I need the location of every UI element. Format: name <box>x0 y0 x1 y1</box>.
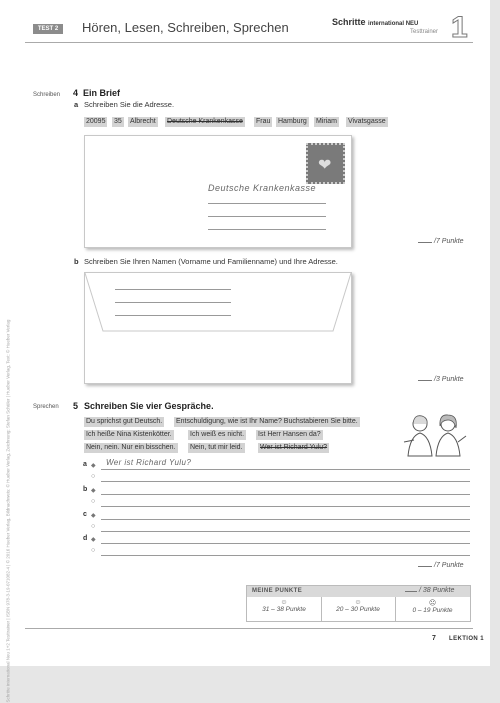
speaker-a-icon: ◆ <box>91 537 96 543</box>
task-letter: b <box>74 257 79 266</box>
word-chip: 20095 <box>86 118 106 125</box>
brand-name: Schritte <box>332 17 366 27</box>
section-number: 4 <box>73 88 79 98</box>
points-field[interactable] <box>418 376 464 383</box>
sender-line <box>115 289 231 290</box>
score-header <box>247 586 470 597</box>
phrase-chip: Nein, tut mir leid. <box>190 444 243 451</box>
section-category: Schreiben <box>33 92 61 98</box>
header-divider <box>25 42 473 43</box>
sender-line <box>115 302 231 303</box>
speaker-a-icon: ◆ <box>91 463 96 469</box>
score-total-field[interactable] <box>405 587 454 594</box>
example-answer: Wer ist Richard Yulu? <box>106 458 192 467</box>
brand-subtitle: Testtrainer <box>410 29 439 35</box>
word-chip: Miriam <box>316 118 337 125</box>
speaker-b-icon: ○ <box>91 498 96 505</box>
word-chip: 35 <box>114 118 122 125</box>
score-band <box>321 597 396 621</box>
answer-line[interactable] <box>101 555 470 556</box>
section-category: Sprechen <box>33 404 59 410</box>
sad-face-icon: ☹ <box>428 600 437 607</box>
stamp-heart-icon: ❤ <box>318 157 332 174</box>
envelope-front <box>84 135 352 248</box>
word-chip: Frau <box>256 118 271 125</box>
answer-line[interactable] <box>101 469 470 470</box>
answer-line[interactable] <box>101 519 470 520</box>
dialog-letter: c <box>83 511 87 518</box>
word-bank <box>84 117 404 127</box>
word-chip: Hamburg <box>278 118 307 125</box>
points-field[interactable] <box>418 562 464 569</box>
happy-face-icon: ☺ <box>280 599 288 606</box>
task-instruction: Schreiben Sie die Adresse. <box>84 100 175 109</box>
brand-suffix: international NEU <box>368 21 419 27</box>
page-number: 7 <box>432 635 436 642</box>
points-label: /7 Punkte <box>434 238 464 245</box>
speaker-b-icon: ○ <box>91 523 96 530</box>
answer-line[interactable] <box>101 506 470 507</box>
task-instruction: Schreiben Sie Ihren Namen (Vorname und Familienname) und Ihre Adresse. <box>84 257 338 266</box>
copyright-note: Schritte international Neu 1+2 Testtrainer | ISBN 978-3-19-071082-4 | © 2016 Hueber Verlag, Bildnachweis: © Hueber Verlag, Zeichnung: Stefan Schüler | Hueber Verlag, Text: © Hueber Verlag <box>5 319 11 703</box>
score-total: / 38 Punkte <box>418 587 455 594</box>
phrase-chip: Ich heiße Nina Kistenkötter. <box>86 431 172 438</box>
phrase-chip: Entschuldigung, wie ist Ihr Name? Buchstabieren Sie bitte. <box>176 418 358 425</box>
word-chip-used: Deutsche Krankenkasse <box>167 118 243 125</box>
word-chip: Vivatsgasse <box>348 118 386 125</box>
phrase-row <box>84 417 394 427</box>
answer-line[interactable] <box>101 543 470 544</box>
section-title: Ein Brief <box>83 88 121 98</box>
answer-line[interactable] <box>101 531 470 532</box>
score-table <box>246 585 471 622</box>
phrase-chip-used: Wer ist Richard Yulu? <box>260 444 328 451</box>
dialog-letter: d <box>83 535 88 542</box>
phrase-chip: Nein, nein. Nur ein bisschen. <box>86 444 176 451</box>
speaker-a-icon: ◆ <box>91 488 96 494</box>
page-title: Hören, Lesen, Schreiben, Sprechen <box>82 20 289 35</box>
phrase-row <box>84 430 394 440</box>
stamp <box>306 143 345 184</box>
points-label: /3 Punkte <box>434 376 464 383</box>
points-label: /7 Punkte <box>434 562 464 569</box>
dialog-letter: a <box>83 461 87 468</box>
answer-line[interactable] <box>101 481 470 482</box>
speaker-a-icon: ◆ <box>91 513 96 519</box>
envelope-example-address: Deutsche Krankenkasse <box>208 183 317 193</box>
word-chip: Albrecht <box>130 118 156 125</box>
sender-line <box>115 315 231 316</box>
address-line <box>208 229 326 230</box>
book-number: 1 <box>451 11 468 44</box>
dialog-letter: b <box>83 486 88 493</box>
speaker-b-icon: ○ <box>91 547 96 554</box>
score-range: 20 – 30 Punkte <box>336 606 380 613</box>
brand-logo <box>332 17 418 27</box>
section-title: Schreiben Sie vier Gespräche. <box>84 401 214 411</box>
phrase-chip: Du sprichst gut Deutsch. <box>86 418 163 425</box>
phrase-bank <box>84 417 394 457</box>
phrase-chip: Ist Herr Hansen da? <box>258 431 321 438</box>
test-badge-label: TEST 2 <box>37 26 59 32</box>
answer-line[interactable] <box>101 494 470 495</box>
score-range: 31 – 38 Punkte <box>262 606 306 613</box>
address-line <box>208 216 326 217</box>
address-line <box>208 203 326 204</box>
phrase-chip: Ich weiß es nicht. <box>190 431 245 438</box>
score-range: 0 – 19 Punkte <box>412 607 453 614</box>
score-band <box>395 597 470 621</box>
score-band <box>247 597 322 621</box>
points-field[interactable] <box>418 238 464 245</box>
section-number: 5 <box>73 401 79 411</box>
people-talking-illustration <box>392 412 472 458</box>
task-letter: a <box>74 100 79 109</box>
lesson-label: LEKTION 1 <box>449 636 484 642</box>
neutral-face-icon: ☺ <box>354 599 362 606</box>
envelope-back <box>84 272 352 384</box>
test-badge <box>33 24 63 34</box>
score-label: MEINE PUNKTE <box>252 588 303 594</box>
phrase-row <box>84 443 394 453</box>
footer-divider <box>25 628 473 629</box>
speaker-b-icon: ○ <box>91 473 96 480</box>
